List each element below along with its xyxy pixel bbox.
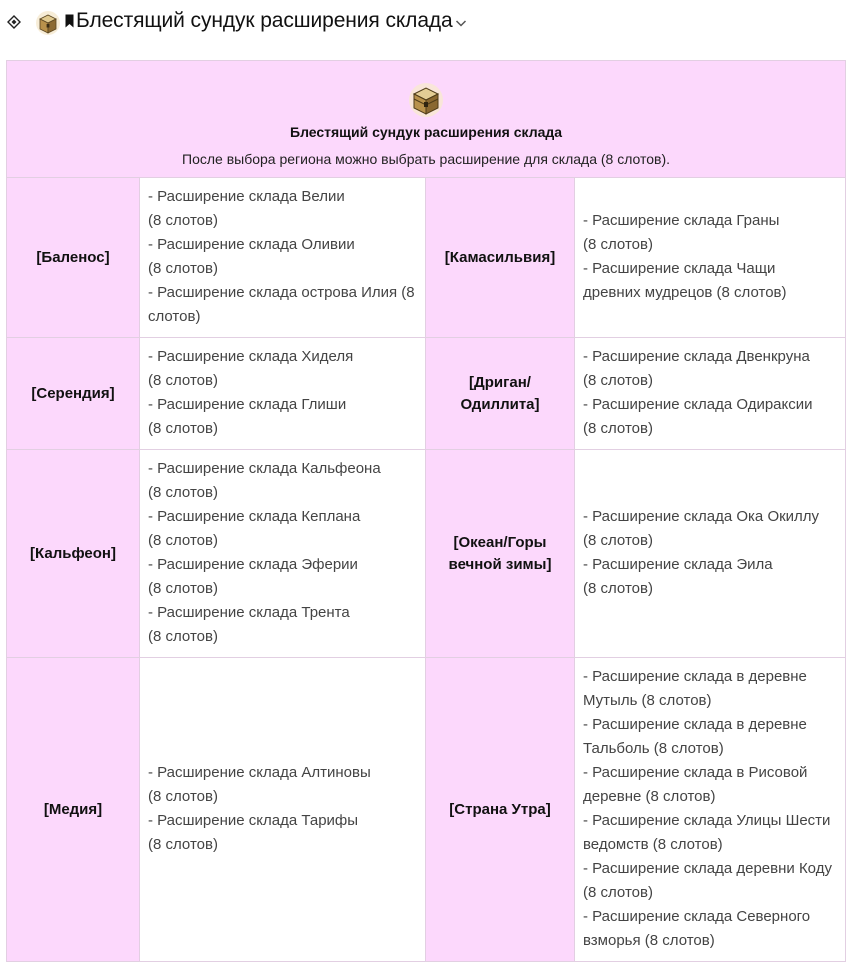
list-line: - Расширение склада Северного bbox=[583, 907, 811, 925]
list-line: - Расширение склада Алтиновы bbox=[148, 763, 371, 781]
region-cell: [Баленос] bbox=[7, 178, 140, 338]
expansion-list bbox=[575, 338, 846, 450]
list-line: (8 слотов) bbox=[583, 235, 653, 253]
expansion-list bbox=[575, 178, 846, 338]
diamond-toggle-icon[interactable] bbox=[7, 15, 21, 29]
table-row bbox=[7, 450, 846, 658]
region-cell: [Серендия] bbox=[7, 338, 140, 450]
list-line: (8 слотов) bbox=[148, 211, 218, 229]
storage-expansion-table bbox=[6, 60, 846, 962]
list-line: (8 слотов) bbox=[148, 371, 218, 389]
list-line: (8 слотов) bbox=[583, 883, 653, 901]
list-line: древних мудрецов (8 слотов) bbox=[583, 283, 787, 301]
list-line: - Расширение склада Эферии bbox=[148, 555, 358, 573]
list-line: - Расширение склада Велии bbox=[148, 187, 345, 205]
list-line: - Расширение склада Эила bbox=[583, 555, 773, 573]
list-line: - Расширение склада Тарифы bbox=[148, 811, 359, 829]
list-line: - Расширение склада Улицы Шести bbox=[583, 811, 831, 829]
item-name: Блестящий сундук расширения склада bbox=[290, 123, 563, 140]
list-line: деревне (8 слотов) bbox=[583, 787, 716, 805]
item-header-row bbox=[7, 61, 846, 178]
list-line: - Расширение склада Трента bbox=[148, 603, 350, 621]
list-line: - Расширение склада острова Илия (8 bbox=[148, 283, 415, 301]
list-line: - Расширение склада в деревне bbox=[583, 667, 807, 685]
list-line: (8 слотов) bbox=[148, 835, 218, 853]
list-line: - Расширение склада Граны bbox=[583, 211, 780, 229]
list-line: (8 слотов) bbox=[583, 579, 653, 597]
item-description: После выбора региона можно выбрать расширение для склада (8 слотов). bbox=[182, 150, 671, 167]
table-row bbox=[7, 338, 846, 450]
page-header bbox=[0, 0, 849, 46]
list-line: - Расширение склада Кальфеона bbox=[148, 459, 381, 477]
chevron-down-icon[interactable] bbox=[455, 19, 467, 28]
list-line: - Расширение склада Ока Окиллу bbox=[583, 507, 820, 525]
table-row bbox=[7, 658, 846, 962]
region-line: вечной зимы] bbox=[448, 555, 552, 573]
list-line: - Расширение склада Кеплана bbox=[148, 507, 361, 525]
region-cell: [Медия] bbox=[7, 658, 140, 962]
list-line: (8 слотов) bbox=[148, 419, 218, 437]
region-cell: [Камасильвия] bbox=[426, 178, 575, 338]
treasure-chest-icon bbox=[409, 82, 443, 118]
expansion-list bbox=[140, 450, 426, 658]
bookmark-icon[interactable] bbox=[65, 14, 74, 28]
list-line: Тальболь (8 слотов) bbox=[583, 739, 724, 757]
list-line: - Расширение склада Одираксии bbox=[583, 395, 813, 413]
list-line: - Расширение склада в деревне bbox=[583, 715, 807, 733]
expansion-list bbox=[575, 658, 846, 962]
region-cell: [Страна Утра] bbox=[426, 658, 575, 962]
list-line: (8 слотов) bbox=[148, 259, 218, 277]
list-line: - Расширение склада Оливии bbox=[148, 235, 355, 253]
list-line: слотов) bbox=[148, 307, 201, 325]
list-line: - Расширение склада деревни Коду bbox=[583, 859, 832, 877]
expansion-list bbox=[140, 338, 426, 450]
list-line: (8 слотов) bbox=[583, 531, 653, 549]
region-line: [Океан/Горы bbox=[453, 533, 547, 551]
list-line: ведомств (8 слотов) bbox=[583, 835, 723, 853]
region-cell bbox=[426, 450, 575, 658]
item-header-cell bbox=[7, 61, 846, 178]
region-cell: [Кальфеон] bbox=[7, 450, 140, 658]
list-line: - Расширение склада Двенкруна bbox=[583, 347, 810, 365]
list-line: - Расширение склада Глиши bbox=[148, 395, 347, 413]
list-line: - Расширение склада в Рисовой bbox=[583, 763, 808, 781]
expansion-list bbox=[575, 450, 846, 658]
list-line: (8 слотов) bbox=[148, 531, 218, 549]
list-line: - Расширение склада Чащи bbox=[583, 259, 776, 277]
treasure-chest-icon bbox=[36, 10, 60, 36]
list-line: (8 слотов) bbox=[583, 371, 653, 389]
table-row bbox=[7, 178, 846, 338]
list-line: взморья (8 слотов) bbox=[583, 931, 715, 949]
expansion-list bbox=[140, 658, 426, 962]
list-line: (8 слотов) bbox=[148, 483, 218, 501]
page-title: Блестящий сундук расширения склада bbox=[76, 9, 453, 32]
expansion-list bbox=[140, 178, 426, 338]
list-line: Мутыль (8 слотов) bbox=[583, 691, 712, 709]
region-cell: [Дриган/Одиллита] bbox=[426, 338, 575, 450]
list-line: (8 слотов) bbox=[583, 419, 653, 437]
list-line: (8 слотов) bbox=[148, 579, 218, 597]
list-line: (8 слотов) bbox=[148, 787, 218, 805]
list-line: (8 слотов) bbox=[148, 627, 218, 645]
list-line: - Расширение склада Хиделя bbox=[148, 347, 354, 365]
